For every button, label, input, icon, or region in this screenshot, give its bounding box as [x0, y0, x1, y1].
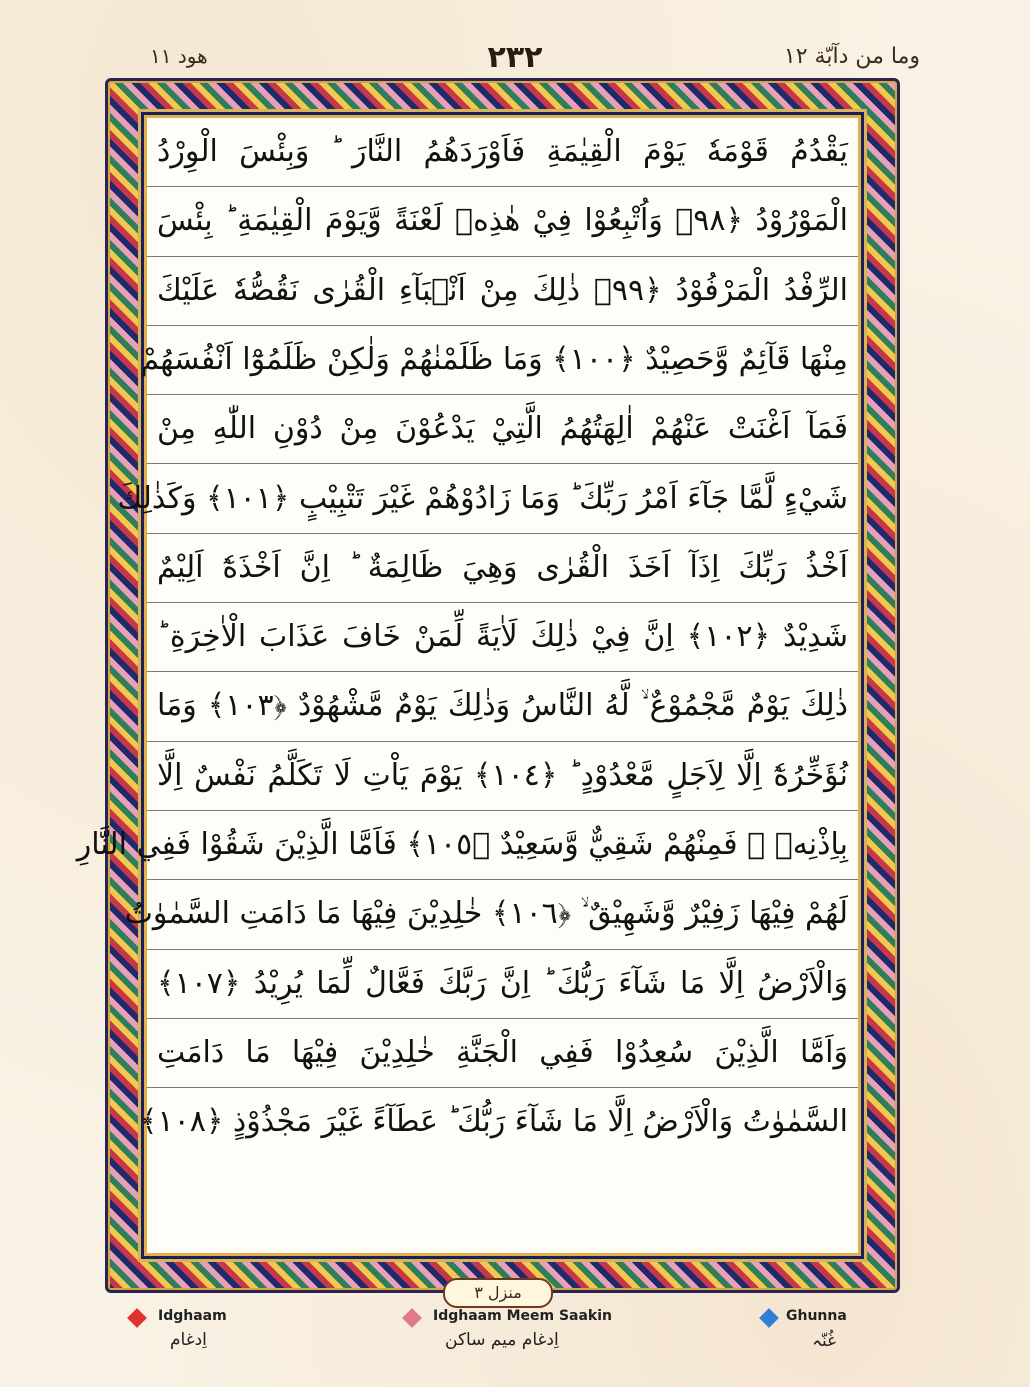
- verse-line: وَالْاَرْضُ اِلَّا مَا شَآءَ رَبُّكَ ؕ اِنَّ رَبَّكَ فَعَّالٌ لِّمَا يُرِيْدُ ﴿١٠٧﴾: [147, 950, 858, 1019]
- manzil-medallion: منزل ٣: [443, 1278, 553, 1308]
- page-number: ٢٣٢: [487, 40, 543, 75]
- verse-lines: [76, 118, 858, 1253]
- verse-line: نُؤَخِّرُهٗٓ اِلَّا لِاَجَلٍ مَّعْدُوْدٍ ؕ ﴿١٠٤﴾ يَوْمَ يَاْتِ لَا تَكَلَّمُ نَفْسٌ اِلَّا: [147, 742, 858, 811]
- verse-line: لَهُمْ فِيْهَا زَفِيْرٌ وَّشَهِيْقٌ ۙ ﴿١٠٦﴾ خٰلِدِيْنَ فِيْهَا مَا دَامَتِ السَّمٰوٰتُ: [147, 880, 858, 949]
- verse-line: يَقْدُمُ قَوْمَهٗ يَوْمَ الْقِيٰمَةِ فَاَوْرَدَهُمُ النَّارَ ؕ وَبِئْسَ الْوِرْدُ: [147, 118, 858, 187]
- verse-line: ذٰلِكَ يَوْمٌ مَّجْمُوْعٌ ۙ لَّهُ النَّاسُ وَذٰلِكَ يَوْمٌ مَّشْهُوْدٌ ﴿١٠٣﴾ وَمَا: [147, 672, 858, 741]
- page-header: [110, 40, 920, 80]
- legend-label: Ghunna: [786, 1308, 847, 1324]
- legend-label-urdu: اِدغام میم ساکن: [445, 1330, 559, 1350]
- verse-line: الْمَوْرُوْدُ ﴿٩٨﴾ وَاُتْبِعُوْا فِيْ هٰذِهٖ لَعْنَةً وَّيَوْمَ الْقِيٰمَةِ ؕ بِئْسَ: [147, 187, 858, 256]
- legend-label-urdu: اِدغام: [170, 1330, 207, 1350]
- juz-title: وما من دآبّة ١٢: [783, 44, 920, 69]
- ornate-border: [76, 78, 900, 1302]
- verse-line: وَاَمَّا الَّذِيْنَ سُعِدُوْا فَفِي الْجَنَّةِ خٰلِدِيْنَ فِيْهَا مَا دَامَتِ: [147, 1019, 858, 1088]
- verse-line: بِاِذْنِهٖ ۚ فَمِنْهُمْ شَقِيٌّ وَّسَعِيْدٌ ﴿١٠٥﴾ فَاَمَّا الَّذِيْنَ شَقُوْا فَفِي النَّارِ: [147, 811, 858, 880]
- verse-line: شَيْءٍ لَّمَّا جَآءَ اَمْرُ رَبِّكَ ؕ وَمَا زَادُوْهُمْ غَيْرَ تَتْبِيْبٍ ﴿١٠١﴾ وَكَذٰلِكَ: [147, 465, 858, 534]
- verse-line: شَدِيْدٌ ﴿١٠٢﴾ اِنَّ فِيْ ذٰلِكَ لَاٰيَةً لِّمَنْ خَافَ عَذَابَ الْاٰخِرَةِ ؕ: [147, 603, 858, 672]
- tajweed-legend: [0, 1300, 1030, 1370]
- legend-label: Idghaam Meem Saakin: [433, 1308, 613, 1324]
- verse-line: فَمَآ اَغْنَتْ عَنْهُمْ اٰلِهَتُهُمُ الَّتِيْ يَدْعُوْنَ مِنْ دُوْنِ اللّٰهِ مِنْ: [147, 395, 858, 464]
- verse-line: الرِّفْدُ الْمَرْفُوْدُ ﴿٩٩﴾ ذٰلِكَ مِنْ اَنْۢبَآءِ الْقُرٰى نَقُصُّهٗ عَلَيْكَ: [147, 257, 858, 326]
- text-panel: [76, 115, 861, 1256]
- legend-label-urdu: غُنّہ: [812, 1331, 836, 1351]
- blue-diamond-icon: [759, 1308, 779, 1328]
- verse-line: اَخْذُ رَبِّكَ اِذَآ اَخَذَ الْقُرٰى وَهِيَ ظَالِمَةٌ ؕ اِنَّ اَخْذَهٗٓ اَلِيْمٌ: [147, 534, 858, 603]
- legend-label: Idghaam: [158, 1308, 227, 1324]
- verse-line: السَّمٰوٰتُ وَالْاَرْضُ اِلَّا مَا شَآءَ رَبُّكَ ؕ عَطَآءً غَيْرَ مَجْذُوْذٍ ﴿١٠٨﴾: [139, 1104, 848, 1140]
- verse-line: مِنْهَا قَآئِمٌ وَّحَصِيْدٌ ﴿١٠٠﴾ وَمَا ظَلَمْنٰهُمْ وَلٰكِنْ ظَلَمُوْٓا اَنْفُسَهُمْ: [147, 326, 858, 395]
- red-diamond-icon: [127, 1308, 147, 1328]
- surah-title: ھود ١١: [150, 44, 208, 68]
- pink-diamond-icon: [402, 1308, 422, 1328]
